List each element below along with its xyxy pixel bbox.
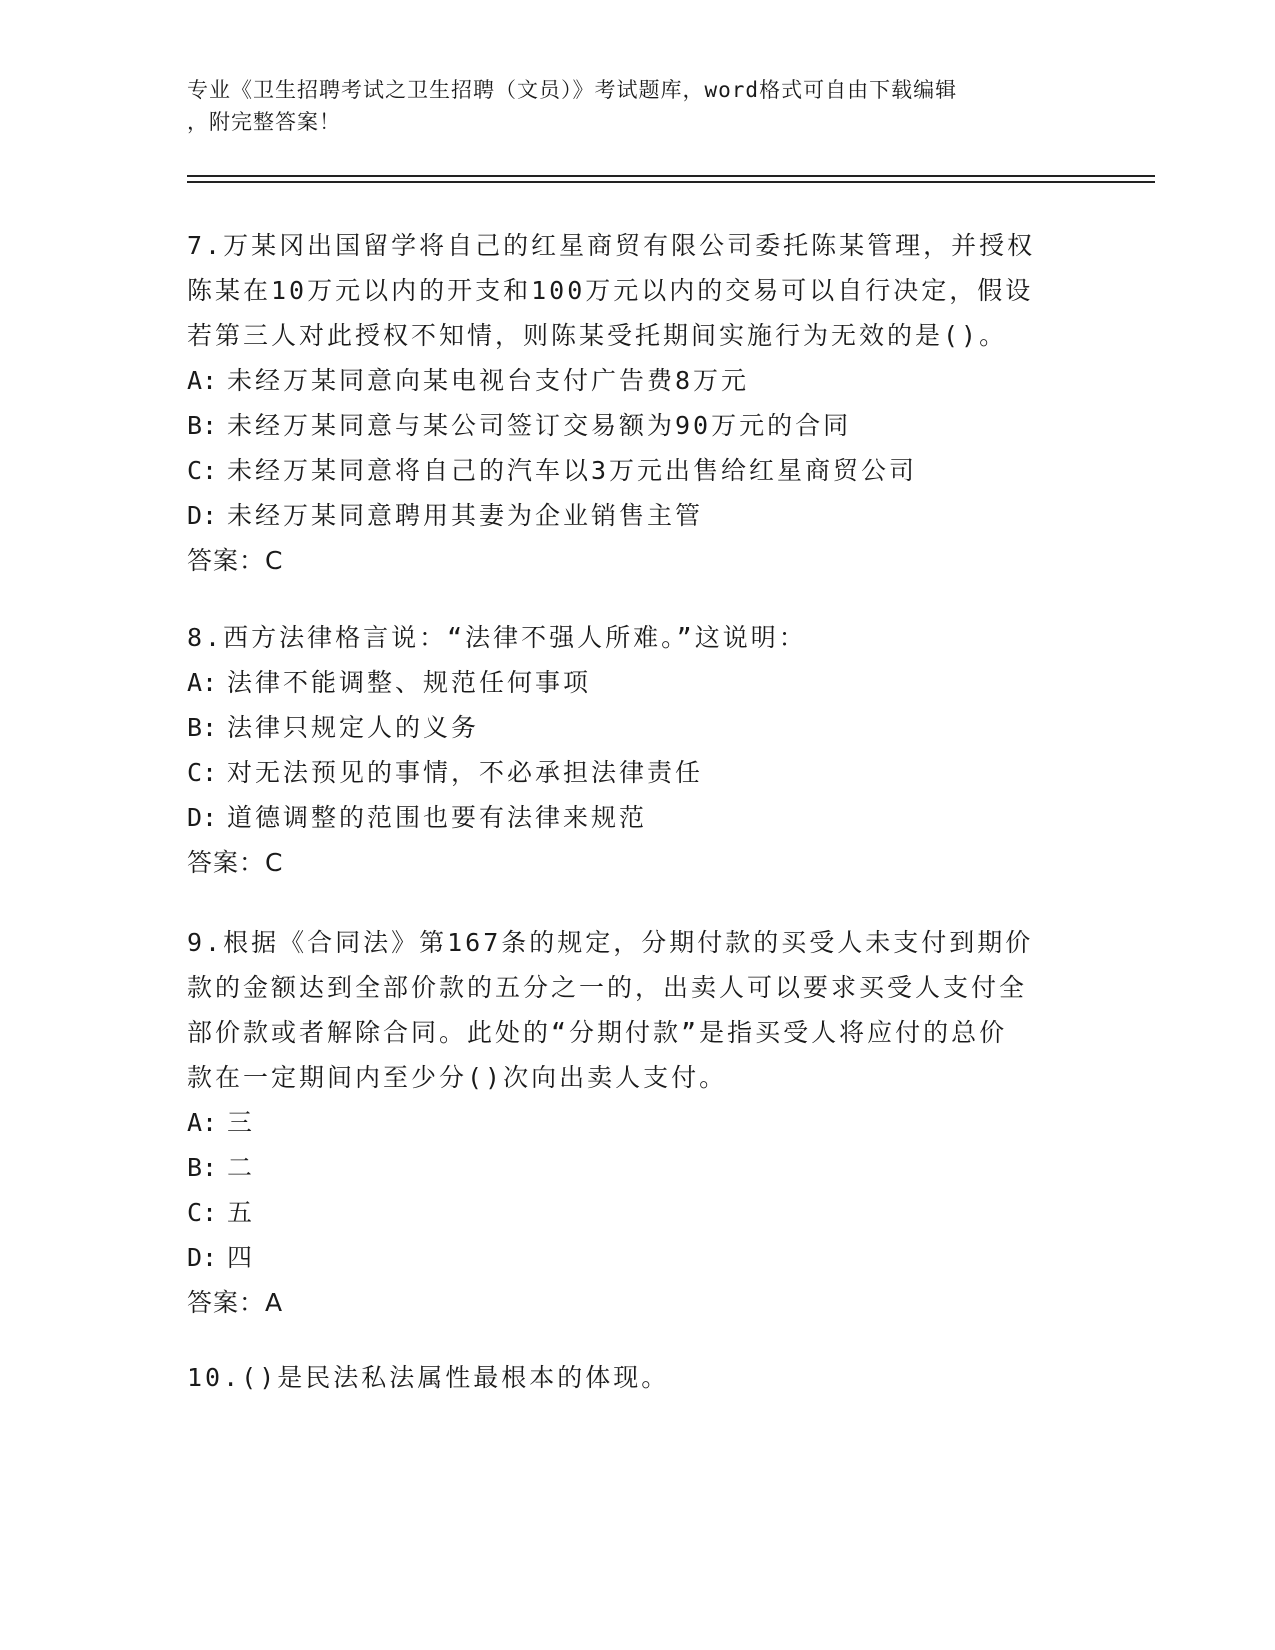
stem-line: 8.西方法律格言说：“法律不强人所难。”这说明： <box>187 623 807 652</box>
option-a <box>187 1100 1087 1145</box>
option-a <box>187 660 1087 705</box>
option-text: 二 <box>227 1153 256 1182</box>
option-text: 未经万某同意将自己的汽车以3万元出售给红星商贸公司 <box>227 456 918 485</box>
stem-line: 7.万某冈出国留学将自己的红星商贸有限公司委托陈某管理，并授权 <box>187 231 1036 260</box>
option-a <box>187 358 1087 403</box>
option-text: 五 <box>227 1198 256 1227</box>
question-10 <box>187 1355 1087 1400</box>
option-key: D: <box>187 803 218 832</box>
answer-line: 答案：C <box>187 848 284 877</box>
stem-line: 若第三人对此授权不知情，则陈某受托期间实施行为无效的是()。 <box>187 321 1008 350</box>
option-text: 未经万某同意向某电视台支付广告费8万元 <box>227 366 750 395</box>
option-b <box>187 1145 1087 1190</box>
stem-line: 9.根据《合同法》第167条的规定，分期付款的买受人未支付到期价 <box>187 928 1034 957</box>
question-stem <box>187 615 1087 660</box>
stem-line: 款的金额达到全部价款的五分之一的，出卖人可以要求买受人支付全 <box>187 973 1028 1002</box>
header-divider-top <box>187 175 1155 177</box>
option-c <box>187 448 1087 493</box>
option-key: B: <box>187 713 218 742</box>
stem-line: 陈某在10万元以内的开支和100万元以内的交易可以自行决定，假设 <box>187 276 1034 305</box>
option-key: C: <box>187 758 218 787</box>
option-text: 四 <box>227 1243 256 1272</box>
option-text: 未经万某同意聘用其妻为企业销售主管 <box>227 501 704 530</box>
question-stem <box>187 1355 1087 1400</box>
stem-line: 部价款或者解除合同。此处的“分期付款”是指买受人将应付的总价 <box>187 1018 1008 1047</box>
option-key: B: <box>187 411 218 440</box>
option-key: A: <box>187 366 218 395</box>
question-9 <box>187 920 1087 1325</box>
option-key: D: <box>187 501 218 530</box>
option-text: 未经万某同意与某公司签订交易额为90万元的合同 <box>227 411 852 440</box>
option-key: C: <box>187 1198 218 1227</box>
option-d <box>187 1235 1087 1280</box>
question-8 <box>187 615 1087 885</box>
option-c <box>187 1190 1087 1235</box>
option-text: 对无法预见的事情，不必承担法律责任 <box>227 758 704 787</box>
option-c <box>187 750 1087 795</box>
header-line-2: ，附完整答案！ <box>187 110 341 134</box>
answer-line: 答案：A <box>187 1288 284 1317</box>
question-7 <box>187 223 1087 583</box>
option-key: B: <box>187 1153 218 1182</box>
header-divider-bottom <box>187 181 1155 183</box>
option-b <box>187 705 1087 750</box>
option-b <box>187 403 1087 448</box>
document-header <box>187 74 1067 138</box>
option-key: D: <box>187 1243 218 1272</box>
option-text: 法律只规定人的义务 <box>227 713 480 742</box>
option-text: 道德调整的范围也要有法律来规范 <box>227 803 648 832</box>
answer-line: 答案：C <box>187 546 284 575</box>
option-d <box>187 795 1087 840</box>
option-d <box>187 493 1087 538</box>
option-text: 法律不能调整、规范任何事项 <box>227 668 592 697</box>
stem-line: 10.()是民法私法属性最根本的体现。 <box>187 1363 670 1392</box>
option-key: C: <box>187 456 218 485</box>
stem-line: 款在一定期间内至少分()次向出卖人支付。 <box>187 1063 728 1092</box>
header-line-1: 专业《卫生招聘考试之卫生招聘（文员）》考试题库，word格式可自由下载编辑 <box>187 78 958 102</box>
question-stem <box>187 223 1087 358</box>
option-key: A: <box>187 668 218 697</box>
option-key: A: <box>187 1108 218 1137</box>
question-stem <box>187 920 1087 1100</box>
option-text: 三 <box>227 1108 256 1137</box>
